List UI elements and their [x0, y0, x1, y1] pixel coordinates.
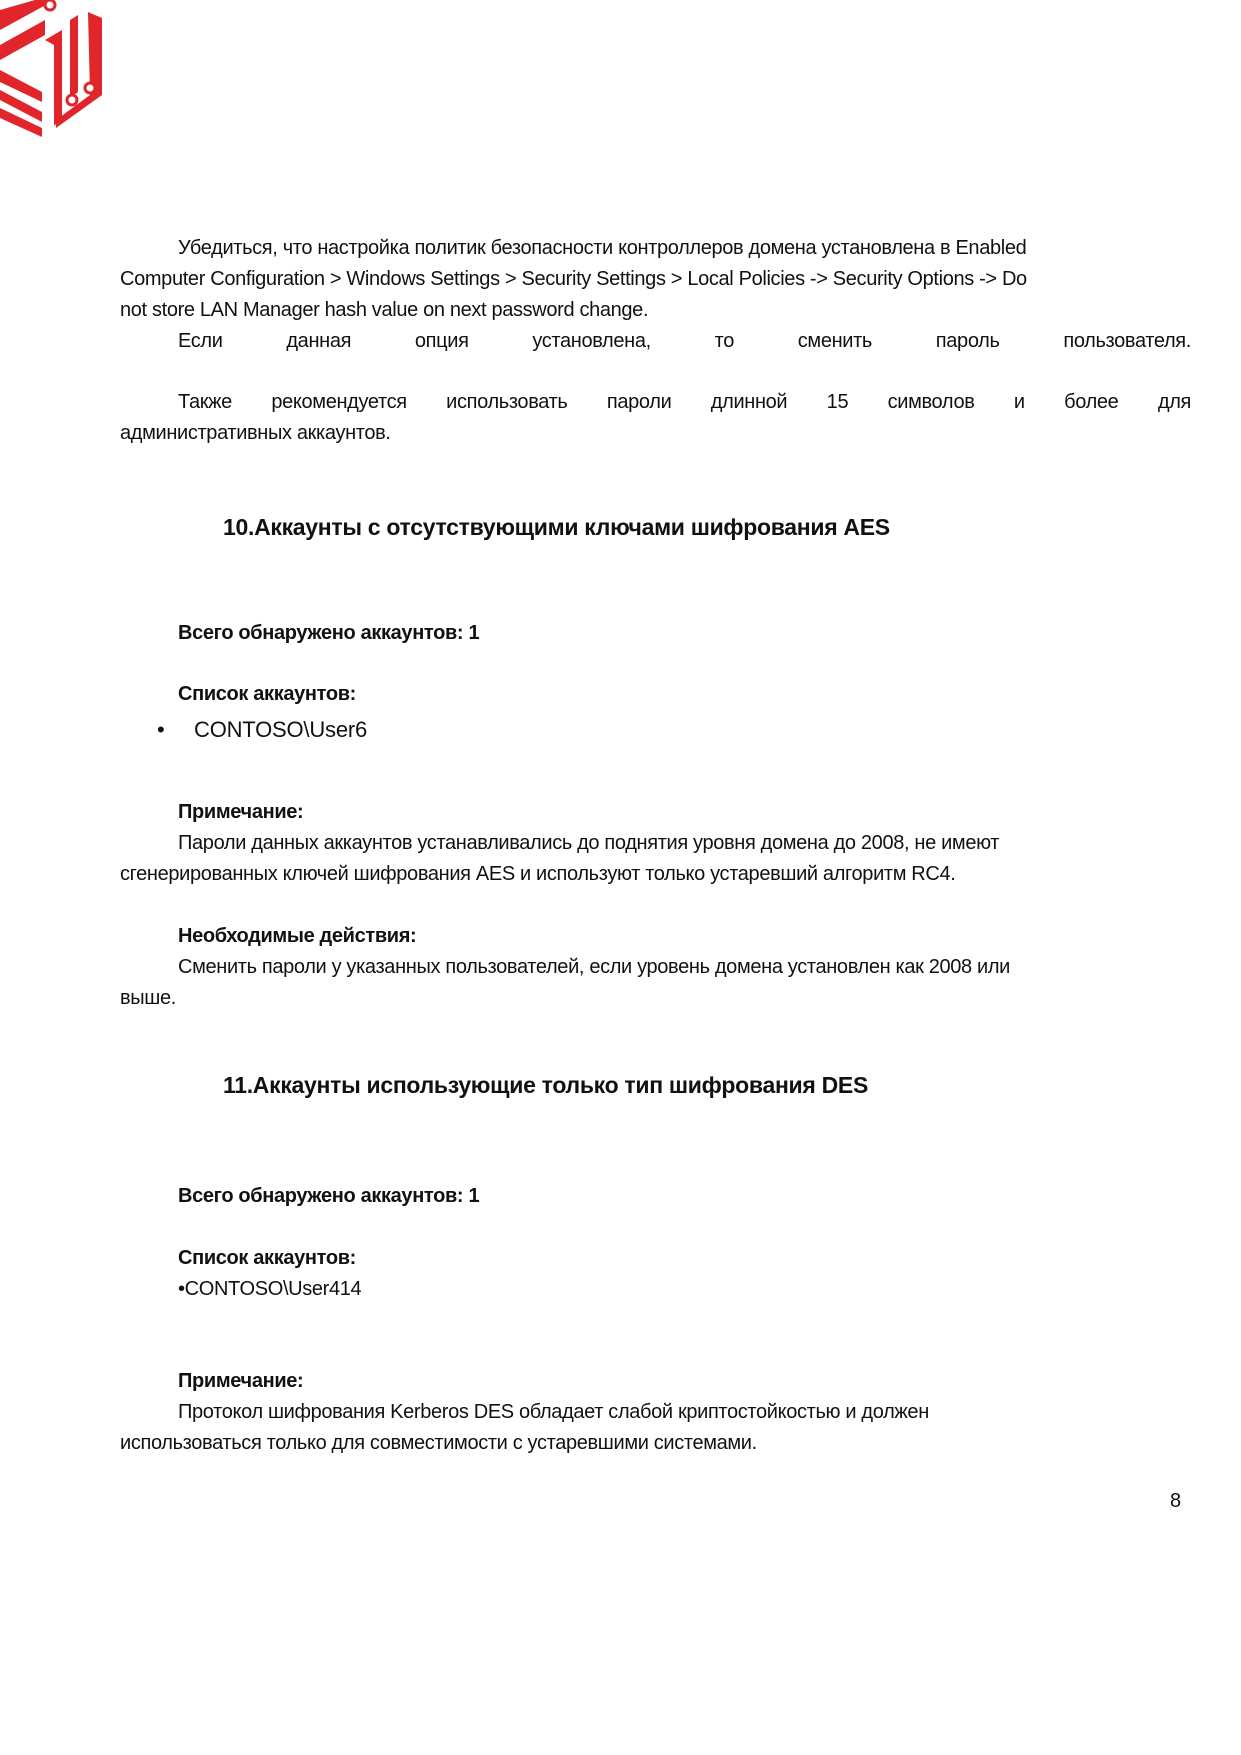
section-11-account-item [178, 1277, 1241, 1301]
section-11-account: CONTOSO\User414 [184, 1278, 362, 1300]
section-10-actions-line-1: Сменить пароли у указанных пользователей, если уровень домена установлен как 2008 или [178, 956, 1010, 978]
page-number: 8 [1170, 1490, 1182, 1512]
section-10-total: Всего обнаружено аккаунтов: 1 [178, 622, 480, 644]
section-10-note-label: Примечание: [178, 801, 304, 823]
intro-paragraph-1-line-2: Computer Configuration > Windows Settings > Security Settings > Local Policies -> Security Options -> Do [120, 268, 1027, 290]
section-11-heading: 11.Аккаунты использующие только тип шифрования DES [223, 1072, 868, 1098]
section-10-note-line-2: сгенерированных ключей шифрования AES и используют только устаревший алгоритм RC4. [120, 863, 956, 885]
intro-paragraph-2: Если данная опция установлена, то сменить пароль пользователя. [178, 330, 1191, 352]
intro-paragraph-1-line-1: Убедиться, что настройка политик безопасности контроллеров домена установлена в Enabled [178, 237, 1027, 259]
section-10-actions-line-2: выше. [120, 987, 176, 1009]
section-11-note-label: Примечание: [178, 1370, 304, 1392]
bullet-icon: • [157, 717, 165, 742]
bullet-icon: • [178, 1278, 185, 1300]
section-10-account: CONTOSO\User6 [194, 717, 368, 742]
section-11-note-line-2: использоваться только для совместимости с устаревшими системами. [120, 1432, 757, 1454]
section-11-note-line-1: Протокол шифрования Kerberos DES обладает слабой криптостойкостью и должен [178, 1401, 929, 1423]
section-10-note-line-1: Пароли данных аккаунтов устанавливались до поднятия уровня домена до 2008, не имеют [178, 832, 1000, 854]
intro-paragraph-3-line-2: административных аккаунтов. [120, 422, 391, 444]
intro-paragraph-3-line-1: Также рекомендуется использовать пароли длинной 15 символов и более для [178, 391, 1191, 413]
intro-paragraph-1-line-3: not store LAN Manager hash value on next password change. [120, 299, 649, 321]
section-11-list-label: Список аккаунтов: [178, 1247, 356, 1269]
company-logo [0, 0, 110, 140]
section-10-heading: 10.Аккаунты с отсутствующими ключами шифрования AES [223, 514, 890, 540]
section-11-total: Всего обнаружено аккаунтов: 1 [178, 1185, 480, 1207]
section-10-list-label: Список аккаунтов: [178, 683, 356, 705]
section-10-actions-label: Необходимые действия: [178, 925, 417, 947]
